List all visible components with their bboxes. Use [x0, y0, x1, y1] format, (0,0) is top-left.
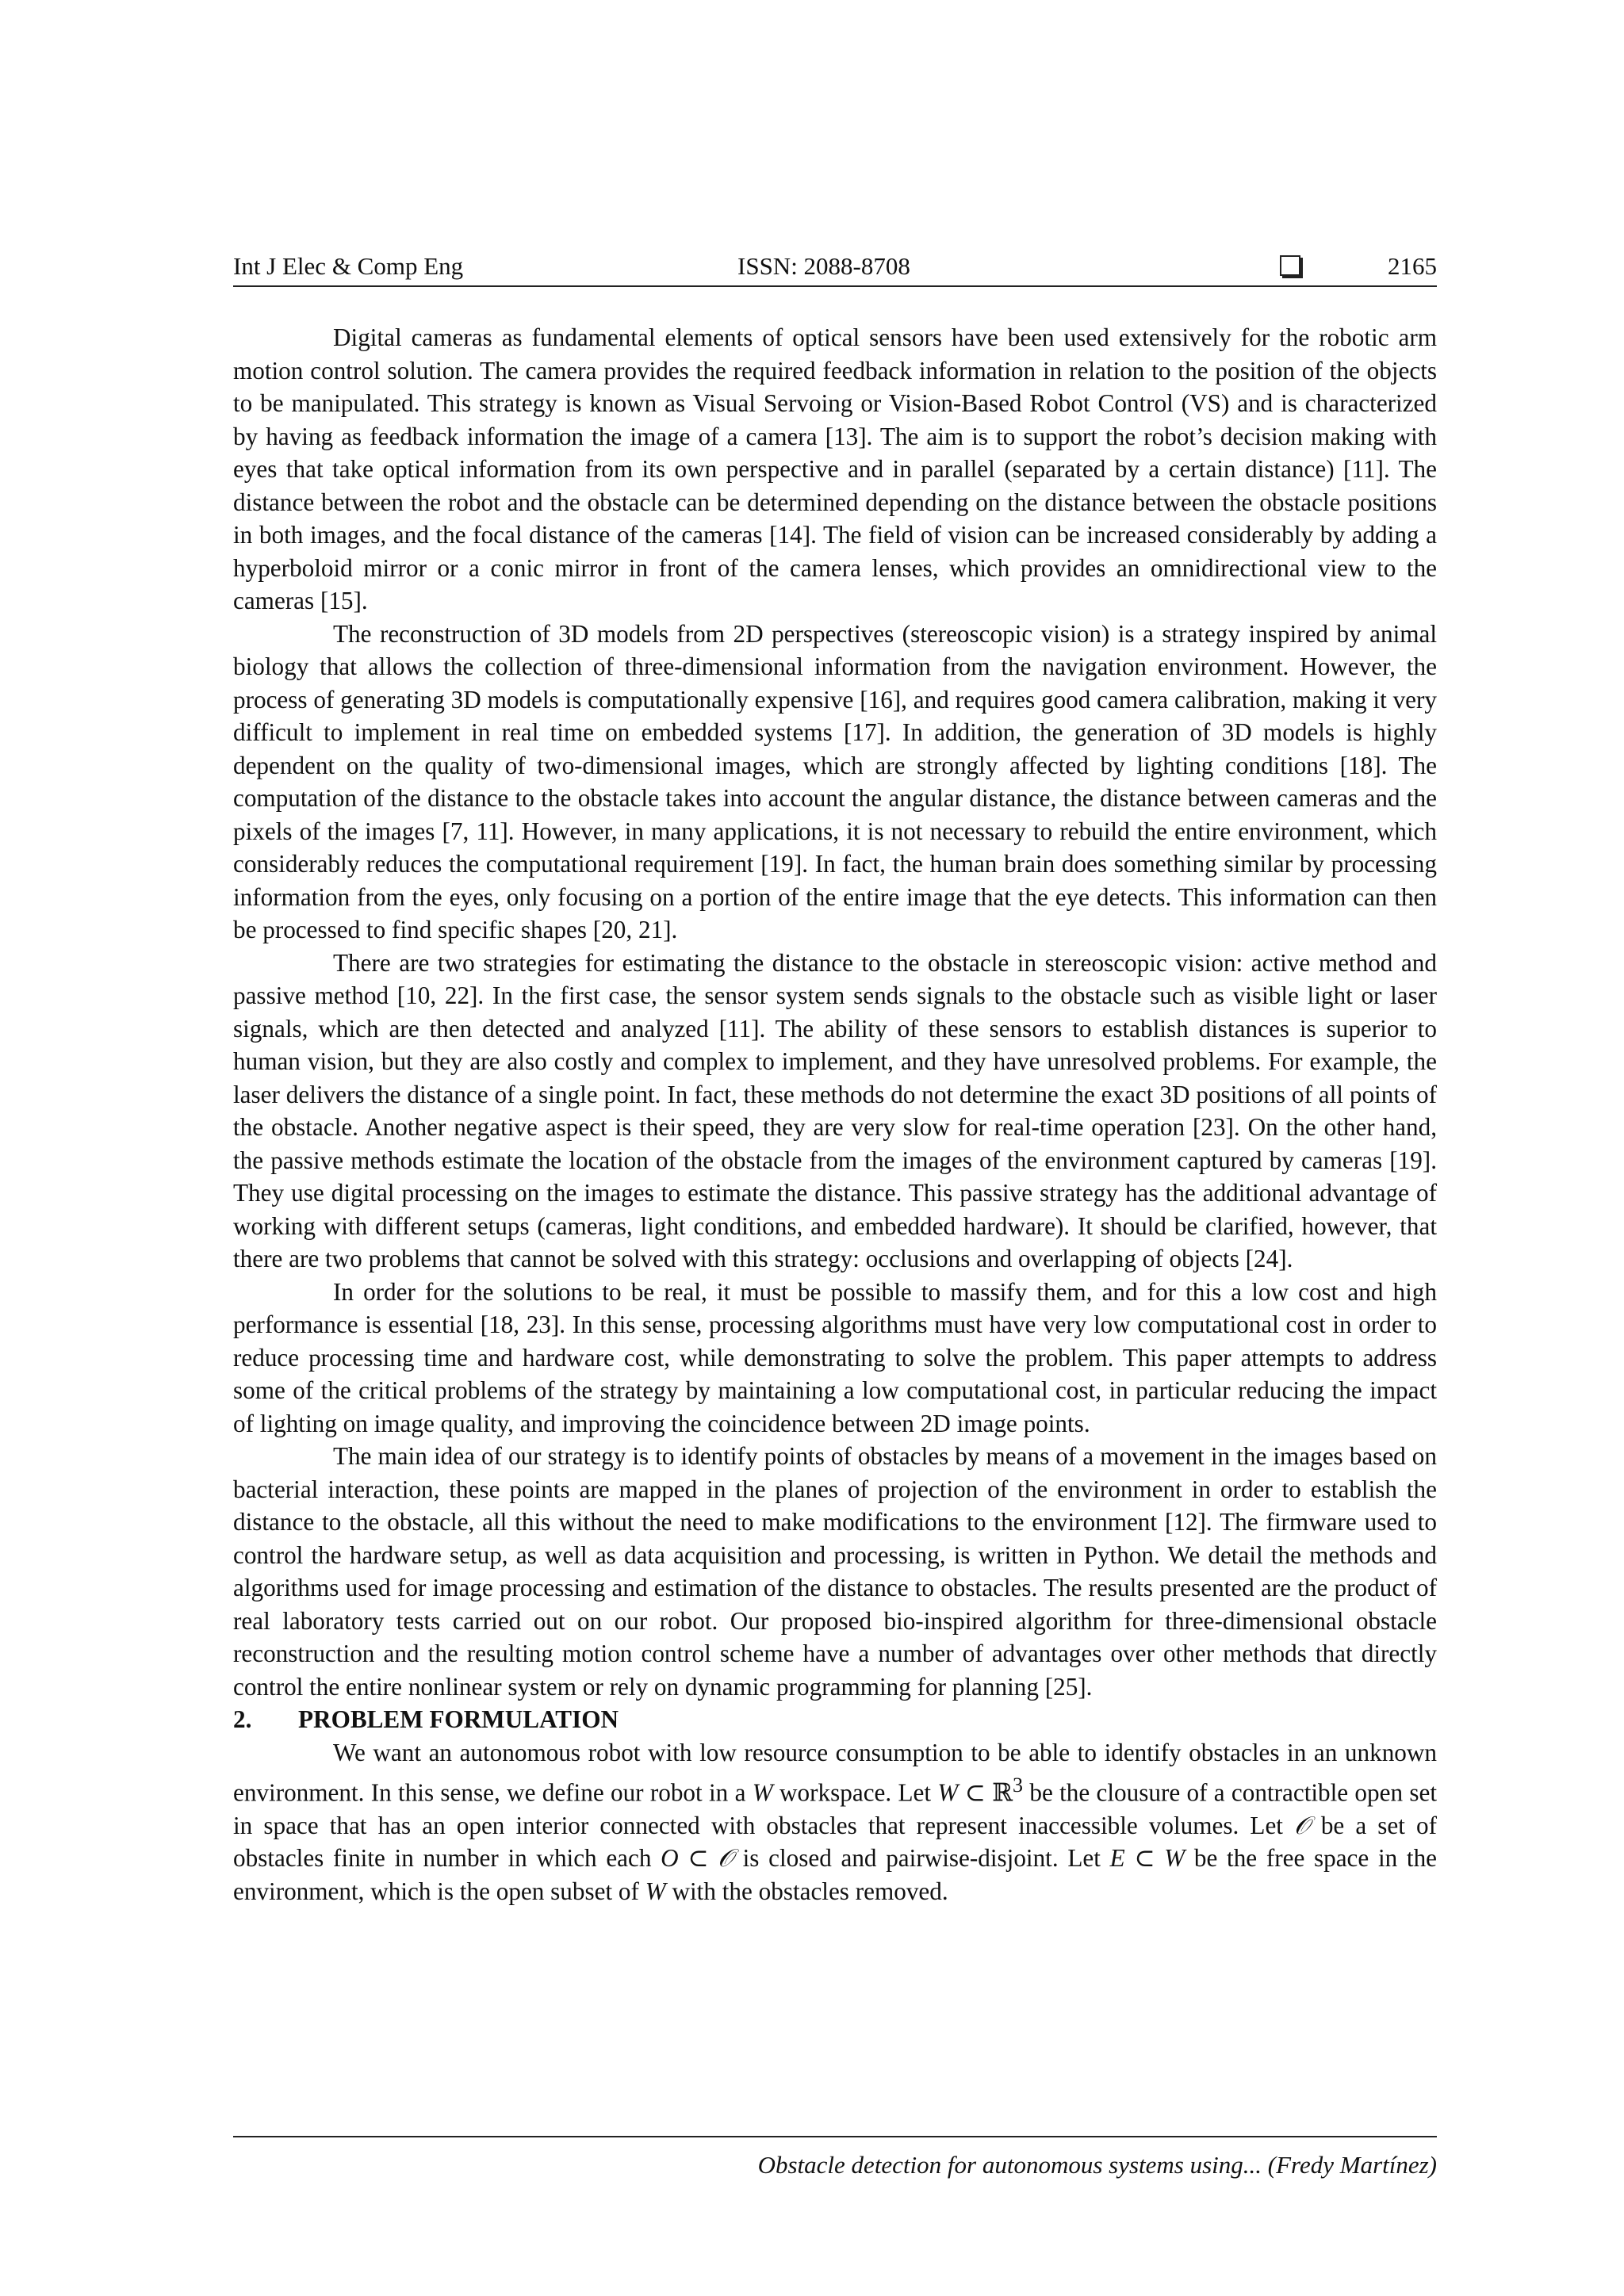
section-title: PROBLEM FORMULATION [298, 1705, 619, 1733]
footer-divider [233, 2136, 1437, 2137]
section-heading [233, 1703, 1437, 1736]
math-symbol: ⊂ [678, 1844, 718, 1873]
math-symbol: W [937, 1778, 959, 1807]
math-symbol: O [661, 1844, 679, 1873]
paragraph: There are two strategies for estimating the distance to the obstacle in stereoscopic vision: active method and passive method [10, 22]. In the first case, the sensor system sends signals to the obstacle such as visible light or laser signals, which are then detected and analyzed [11]. The ability of these sensors to establish distances is superior to human vision, but they are also costly and complex to implement, and they have unresolved problems. For example, the laser delivers the distance of a single point. In fact, these methods do not determine the exact 3D positions of all points of the obstacle. Another negative aspect is their speed, they are very slow for real-time operation [23]. On the other hand, the passive methods estimate the location of the obstacle from the images of the environment captured by cameras [19]. They use digital processing on the images to estimate the distance. This passive strategy has the additional advantage of working with different setups (cameras, light conditions, and embedded hardware). It should be clarified, however, that there are two problems that cannot be solved with this strategy: occlusions and overlapping of objects [24]. [233, 948, 1437, 1272]
issn: ISSN: 2088-8708 [737, 252, 910, 280]
math-symbol: W [1164, 1844, 1185, 1873]
text-run: be a set of obstacles finite in number in which each [233, 1811, 1437, 1873]
journal-name: Int J Elec & Comp Eng [233, 252, 464, 280]
math-symbol: 𝒪 [1294, 1811, 1310, 1839]
text-run: with the obstacles removed. [665, 1877, 948, 1905]
page-header [233, 251, 1437, 287]
math-symbol: 𝒪 [718, 1844, 733, 1873]
paragraph: The reconstruction of 3D models from 2D perspectives (stereoscopic vision) is a strategy inspired by animal biology that allows the collection of three-dimensional information from the navigation environment. However, the process of generating 3D models is computationally expensive [16], and requires good camera calibration, making it very difficult to implement in real time on embedded systems [17]. In addition, the generation of 3D models is highly dependent on the quality of two-dimensional images, which are strongly affected by lighting conditions [18]. The computation of the distance to the obstacle takes into account the angular distance, the distance between cameras and the pixels of the images [7, 11]. However, in many applications, it is not necessary to rebuild the entire environment, which considerably reduces the computational requirement [19]. In fact, the human brain does something similar by processing information from the eyes, only focusing on a portion of the entire image that the eye detects. This information can then be processed to find specific shapes [20, 21]. [233, 619, 1437, 943]
math-superscript: 3 [1013, 1774, 1024, 1797]
paragraph: In order for the solutions to be real, it must be possible to massify them, and for this a low cost and high performance is essential [18, 23]. In this sense, processing algorithms must have very low computational cost in order to reduce processing time and hardware cost, while demonstrating to solve the problem. This paper attempts to address some of the critical problems of the strategy by maintaining a low computational cost, in particular reducing the impact of lighting on image quality, and improving the coincidence between 2D image points. [233, 1277, 1437, 1437]
math-symbol: E [1109, 1844, 1125, 1873]
math-symbol: W [645, 1877, 666, 1905]
math-symbol: ⊂ ℝ [958, 1778, 1013, 1807]
text-run: be the clousure of a contractible open set in space that has an open interior connected with obstacles that represent inaccessible volumes. Let [233, 1778, 1438, 1839]
text-run: be the free space in the environment, which is the open subset of [233, 1844, 1438, 1905]
body-text [233, 321, 1437, 1908]
paragraph: The main idea of our strategy is to identify points of obstacles by means of a movement in the images based on bacterial interaction, these points are mapped in the planes of projection of the environment in order to establish the distance to the obstacle, all this without the need to make modifications to the environment [12]. The firmware used to control the hardware setup, as well as data acquisition and processing, is written in Python. We detail the methods and algorithms used for image processing and estimation of the distance to obstacles. The results presented are the product of real laboratory tests carried out on our robot. Our proposed bio-inspired algorithm for three-dimensional obstacle reconstruction and the resulting motion control scheme have a number of advantages over other methods that directly control the entire nonlinear system or rely on dynamic programming for planning [25]. [233, 1442, 1437, 1701]
text-run: We want an autonomous robot with low resource consumption to be able to identify obstacles in an unknown environment. In this sense, we define our robot in a [233, 1738, 1437, 1807]
text-run: is closed and pairwise-disjoint. Let [733, 1844, 1110, 1873]
math-symbol: W [752, 1778, 773, 1807]
math-symbol: ⊂ [1124, 1844, 1165, 1873]
section-number: 2. [233, 1705, 252, 1733]
paragraph: Digital cameras as fundamental elements of optical sensors have been used extensively for the robotic arm motion control solution. The camera provides the required feedback information in relation to the position of the objects to be manipulated. This strategy is known as Visual Servoing or Vision-Based Robot Control (VS) and is characterized by having as feedback information the image of a camera [13]. The aim is to support the robot’s decision making with eyes that take optical information from its own perspective and in parallel (separated by a certain distance) [11]. The distance between the robot and the obstacle can be determined depending on the distance between the obstacle positions in both images, and the focal distance of the cameras [14]. The field of vision can be increased considerably by adding a hyperboloid mirror or a conic mirror in front of the camera lenses, which provides an omnidirectional view to the cameras [15]. [233, 323, 1437, 614]
page-number: 2165 [1388, 252, 1437, 280]
box-icon [1280, 255, 1300, 276]
paragraph [233, 1736, 1437, 1908]
text-run: workspace. Let [772, 1778, 938, 1807]
running-footer: Obstacle detection for autonomous systems using... (Fredy Martínez) [757, 2151, 1437, 2179]
